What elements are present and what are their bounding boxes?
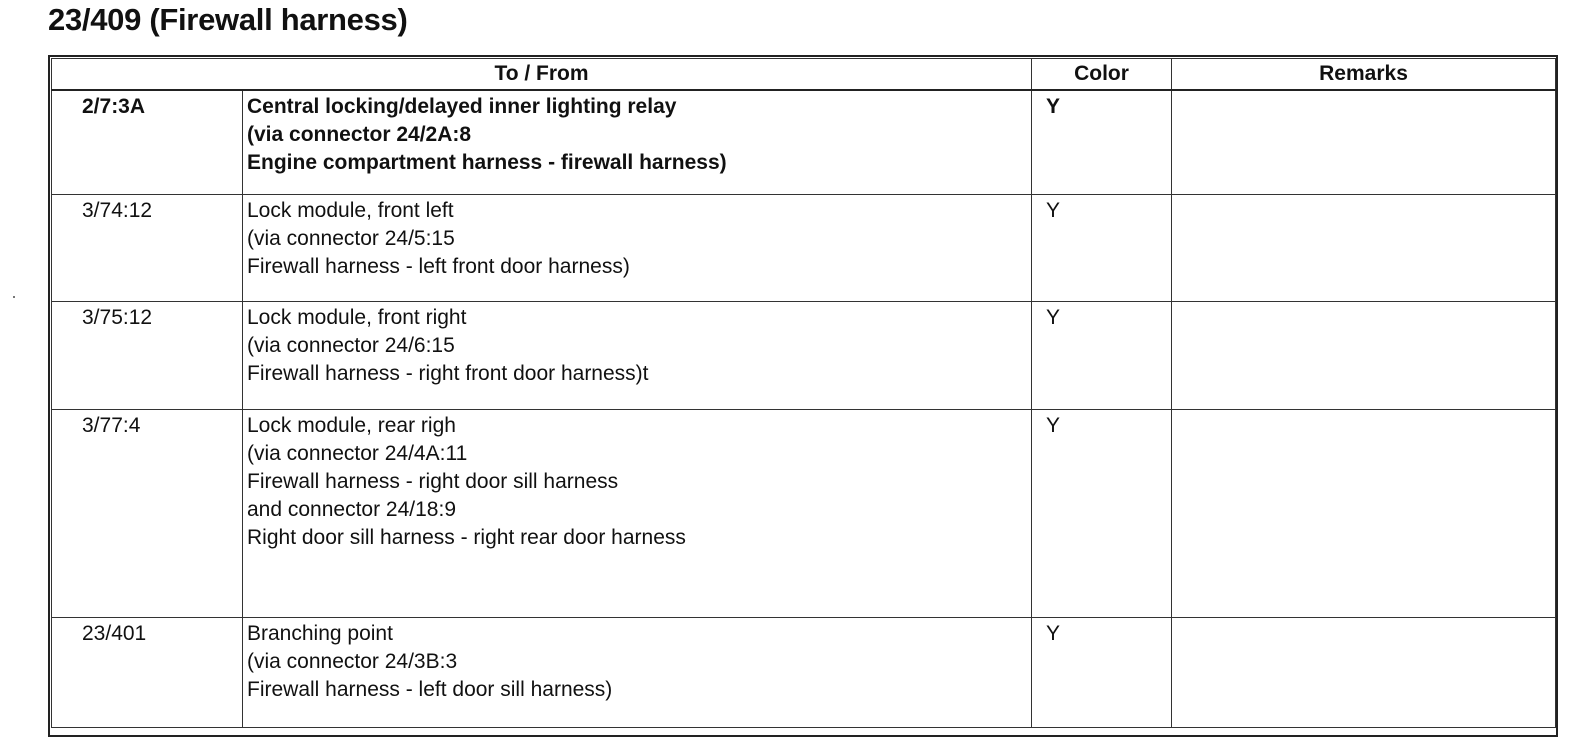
description-line: Lock module, front right [247, 305, 467, 329]
description-line: Firewall harness - right door sill harness [247, 469, 619, 493]
description-line: Central locking/delayed inner lighting relay [247, 95, 677, 118]
table-row [52, 90, 1556, 194]
row-remarks [1172, 617, 1556, 727]
page-title: 23/409 (Firewall harness) [48, 2, 408, 37]
description-line: Lock module, front left [247, 198, 454, 222]
table-row [52, 409, 1556, 617]
scan-speck [13, 296, 15, 298]
row-color: Y [1032, 409, 1172, 617]
row-remarks [1172, 90, 1556, 194]
row-color: Y [1032, 194, 1172, 301]
description-line: (via connector 24/5:15 [247, 226, 455, 250]
table-row [52, 301, 1556, 409]
description-line: Lock module, rear righ [247, 413, 456, 437]
description-line: Firewall harness - left door sill harness) [247, 677, 613, 701]
row-description [243, 409, 1032, 617]
row-color: Y [1032, 90, 1172, 194]
row-remarks [1172, 194, 1556, 301]
row-description [243, 194, 1032, 301]
row-remarks [1172, 301, 1556, 409]
row-color: Y [1032, 301, 1172, 409]
row-description [243, 617, 1032, 727]
description-line: Branching point [247, 621, 393, 645]
description-line: and connector 24/18:9 [247, 497, 456, 521]
row-description [243, 90, 1032, 194]
header-to-from: To / From [52, 59, 1032, 91]
table-row [52, 617, 1556, 727]
description-line: (via connector 24/6:15 [247, 333, 455, 357]
description-line: (via connector 24/2A:8 [247, 123, 472, 146]
description-line: Firewall harness - left front door harness) [247, 254, 630, 278]
row-ref: 2/7:3A [52, 90, 243, 194]
description-line: (via connector 24/3B:3 [247, 649, 458, 673]
row-ref: 3/75:12 [52, 301, 243, 409]
row-ref: 3/74:12 [52, 194, 243, 301]
table-header-row [52, 59, 1556, 91]
header-color: Color [1032, 59, 1172, 91]
row-color: Y [1032, 617, 1172, 727]
row-remarks [1172, 409, 1556, 617]
description-line: (via connector 24/4A:11 [247, 441, 468, 465]
table-row [52, 194, 1556, 301]
row-ref: 3/77:4 [52, 409, 243, 617]
description-line: Engine compartment harness - firewall harness) [247, 151, 727, 174]
description-line: Right door sill harness - right rear door harness [247, 525, 686, 549]
description-line: Firewall harness - right front door harness)t [247, 361, 649, 385]
header-remarks: Remarks [1172, 59, 1556, 91]
wiring-table [51, 58, 1556, 728]
row-ref: 23/401 [52, 617, 243, 727]
row-description [243, 301, 1032, 409]
